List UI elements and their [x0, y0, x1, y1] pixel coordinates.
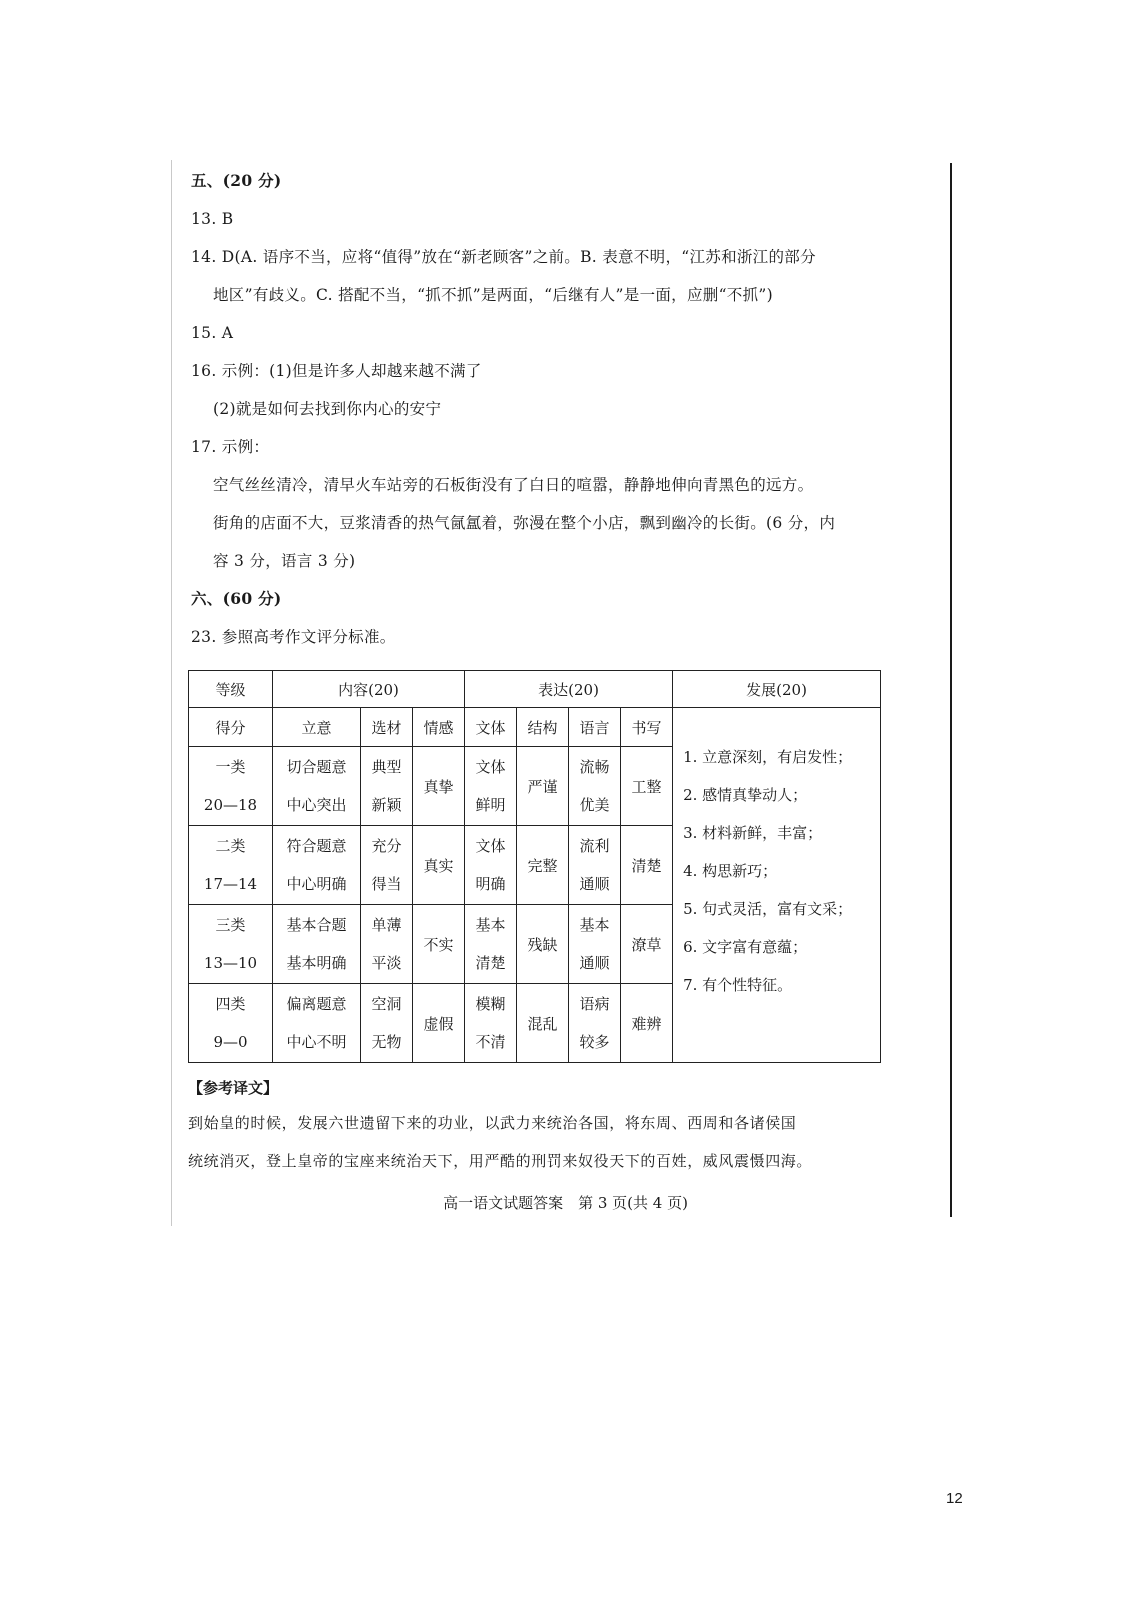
development-item: 4. 构思新巧； [683, 862, 778, 880]
qinggan-cell: 虚假 [413, 984, 465, 1063]
xuancai-cell: 典型 新颖 [361, 747, 413, 826]
answer-23: 23. 参照高考作文评分标准。 [191, 628, 396, 646]
subheader-liyi: 立意 [273, 708, 361, 747]
subheader-wenti: 文体 [465, 708, 517, 747]
qinggan-cell: 真实 [413, 826, 465, 905]
liyi-cell: 符合题意 中心明确 [273, 826, 361, 905]
section-five-heading: 五、(20 分) [191, 171, 282, 190]
answer-15: 15. A [191, 324, 234, 342]
page-right-border [950, 163, 952, 1217]
liyi-cell: 偏离题意 中心不明 [273, 984, 361, 1063]
wenti-cell: 基本 清楚 [465, 905, 517, 984]
wenti-cell: 文体 鲜明 [465, 747, 517, 826]
grade-cell: 二类 17—14 [189, 826, 273, 905]
section-six-heading: 六、(60 分) [191, 589, 282, 608]
grade-cell: 三类 13—10 [189, 905, 273, 984]
reference-translation-title: 【参考译文】 [188, 1079, 279, 1097]
yuyan-cell: 语病 较多 [569, 984, 621, 1063]
shuxie-cell: 清楚 [621, 826, 673, 905]
subheader-shuxie: 书写 [621, 708, 673, 747]
answer-14: 14. D(A. 语序不当，应将“值得”放在“新老顾客”之前。B. 表意不明，“江苏和浙江的部分 [191, 248, 816, 266]
jiegou-cell: 严谨 [517, 747, 569, 826]
answer-17: 17. 示例： [191, 438, 270, 456]
grade-header: 等级 [189, 671, 273, 708]
scan-left-edge-line [171, 160, 172, 1226]
answer-17-line1: 空气丝丝清冷，清早火车站旁的石板街没有了白日的喧嚣，静静地伸向青黑色的远方。 [213, 476, 814, 494]
yuyan-cell: 基本 通顺 [569, 905, 621, 984]
answer-14-cont: 地区”有歧义。C. 搭配不当，“抓不抓”是两面，“后继有人”是一面，应删“不抓”) [213, 286, 773, 304]
shuxie-cell: 工整 [621, 747, 673, 826]
qinggan-cell: 真挚 [413, 747, 465, 826]
answer-content [191, 162, 891, 656]
development-item: 5. 句式灵活，富有文采； [683, 900, 853, 918]
subheader-yuyan: 语言 [569, 708, 621, 747]
reference-translation-line: 统统消灭，登上皇帝的宝座来统治天下，用严酷的刑罚来奴役天下的百姓，威风震慑四海。 [188, 1152, 813, 1170]
subheader-qinggan: 情感 [413, 708, 465, 747]
development-item: 1. 立意深刻，有启发性； [683, 748, 853, 766]
qinggan-cell: 不实 [413, 905, 465, 984]
xuancai-cell: 充分 得当 [361, 826, 413, 905]
liyi-cell: 基本合题 基本明确 [273, 905, 361, 984]
expression-group-header: 表达(20) [465, 671, 673, 708]
answer-16: 16. 示例：(1)但是许多人却越来越不满了 [191, 362, 482, 380]
jiegou-cell: 残缺 [517, 905, 569, 984]
yuyan-cell: 流畅 优美 [569, 747, 621, 826]
grade-cell: 一类 20—18 [189, 747, 273, 826]
page-number: 12 [946, 1490, 963, 1507]
development-item: 6. 文字富有意蕴； [683, 938, 808, 956]
development-item: 7. 有个性特征。 [683, 976, 793, 994]
page-footer: 高一语文试题答案 第 3 页(共 4 页) [443, 1194, 688, 1212]
reference-translation-line: 到始皇的时候，发展六世遗留下来的功业，以武力来统治各国，将东周、西周和各诸侯国 [188, 1114, 797, 1132]
development-group-header: 发展(20) [673, 671, 881, 708]
development-item: 3. 材料新鲜，丰富； [683, 824, 823, 842]
jiegou-cell: 混乱 [517, 984, 569, 1063]
development-criteria [673, 708, 881, 1063]
yuyan-cell: 流利 通顺 [569, 826, 621, 905]
xuancai-cell: 单薄 平淡 [361, 905, 413, 984]
wenti-cell: 文体 明确 [465, 826, 517, 905]
content-group-header: 内容(20) [273, 671, 465, 708]
answer-17-line2: 街角的店面不大，豆浆清香的热气氤氲着，弥漫在整个小店，飘到幽冷的长街。(6 分，内 [213, 514, 836, 532]
shuxie-cell: 难辨 [621, 984, 673, 1063]
jiegou-cell: 完整 [517, 826, 569, 905]
answer-17-line3: 容 3 分，语言 3 分) [213, 552, 356, 570]
grade-cell: 四类 9—0 [189, 984, 273, 1063]
development-item: 2. 感情真挚动人； [683, 786, 808, 804]
answer-13: 13. B [191, 210, 234, 228]
score-header: 得分 [189, 708, 273, 747]
subheader-jiegou: 结构 [517, 708, 569, 747]
liyi-cell: 切合题意 中心突出 [273, 747, 361, 826]
essay-grading-table [188, 670, 881, 1063]
wenti-cell: 模糊 不清 [465, 984, 517, 1063]
answer-16-part2: (2)就是如何去找到你内心的安宁 [213, 400, 442, 418]
shuxie-cell: 潦草 [621, 905, 673, 984]
xuancai-cell: 空洞 无物 [361, 984, 413, 1063]
subheader-xuancai: 选材 [361, 708, 413, 747]
